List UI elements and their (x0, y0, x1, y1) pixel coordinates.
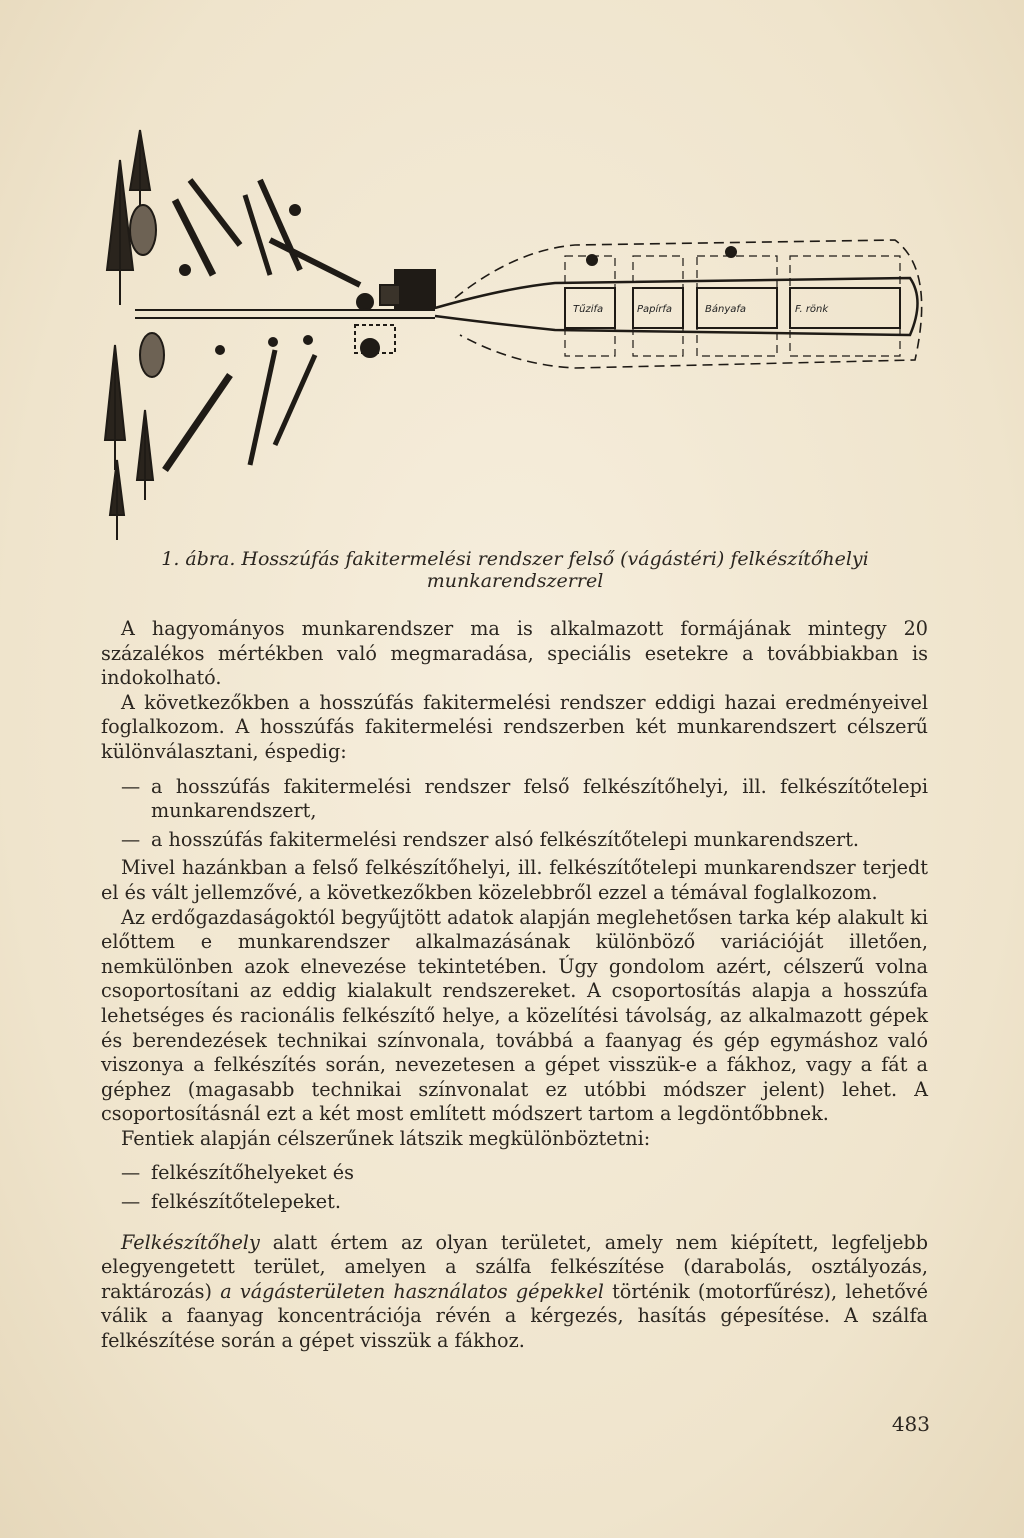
worker-icon (587, 255, 597, 265)
worker-icon (304, 336, 312, 344)
paragraph: Az erdőgazdaságoktól begyűjtött adatok alapján meglehetősen tarka kép alakult ki előttem e munkarendszer alkalmazásának különböző variációját illetően, nemkülönben azok elnevezése tekintetében. Úgy gondolom azért, célszerű volna csoportosítani az eddig kialakult rendszereket. A csoportosítás alapja a hosszúfa lehetséges és racionális felkészítő helye, a közelítési távolság, az alkalmazott gépek és berendezések technikai színvonala, továbbá a faanyag és gép egymáshoz való viszonya a felkészítés során, nevezetesen a gépet visszük-e a fákhoz, vagy a fát a géphez (magasabb technikai színvonalat ez utóbbi módszer jelent) lehet. A csoportosításnál ezt a két most említett módszert tartom a legdöntőbbnek. (101, 905, 928, 1126)
worker-icon (726, 247, 736, 257)
term-emphasis: Felkészítőhely (121, 1230, 260, 1254)
caption-number: 1. ábra. (161, 548, 236, 570)
paragraph: A következőkben a hosszúfás fakitermelési rendszer eddigi hazai eredményeivel foglalkozom. A hosszúfás fakitermelési rendszerben két munkarendszert célszerű különválasztani, éspedig: (101, 690, 928, 763)
figure-illustration (95, 120, 935, 550)
log-icon (165, 375, 230, 470)
figure-label: Papírfa (637, 304, 673, 315)
tractor-icon (380, 285, 400, 305)
list-item (101, 1161, 928, 1186)
list-item (101, 1190, 928, 1215)
loader-wheel-icon (361, 339, 379, 357)
log-icon (190, 180, 240, 245)
depot-outline (435, 278, 918, 335)
worker-icon (180, 265, 190, 275)
deciduous-tree-icon (130, 205, 156, 255)
paragraph: A hagyományos munkarendszer ma is alkalmazott formájának mintegy 20 százalékos mértékben való megmaradása, speciális esetekre a továbbiakban is indokolható. (101, 617, 928, 690)
list-item (101, 775, 928, 824)
paragraph: Mivel hazánkban a felső felkészítőhelyi, ill. felkészítőtelepi munkarendszer terjedt el és vált jellemzővé, a következőkben közelebbről ezzel a témával foglalkozom. (101, 856, 928, 904)
dash-bullet: — (121, 1190, 141, 1214)
dash-bullet: — (121, 1161, 141, 1185)
figure-caption (95, 548, 935, 592)
figure-label: Tűzifa (573, 304, 604, 315)
log-icon (245, 195, 270, 275)
body-text (101, 617, 928, 1354)
deciduous-tree-icon (140, 333, 164, 377)
figure-label: Bányafa (705, 304, 747, 315)
phrase-emphasis: a vágásterületen használatos gépekkel (220, 1279, 604, 1303)
caption-text: Hosszúfás fakitermelési rendszer felső (vágástéri) felkészítőhelyi munkarendszerrel (241, 548, 869, 592)
tree-icon (105, 345, 125, 470)
list-item-text: felkészítőtelepeket. (151, 1190, 341, 1214)
log-icon (175, 200, 213, 275)
worker-icon (269, 338, 277, 346)
paragraph-text: alatt értem az olyan területet, amely nem kiépített, legfeljebb elegyengetett terület, amelyen a szálfa felkészítése (darabolás, osztályozás, raktározás) (101, 1230, 928, 1303)
list-item-text: a hosszúfás fakitermelési rendszer felső felkészítőhelyi, ill. felkészítőtelepi munkarendszert, (151, 774, 928, 823)
log-icon (270, 240, 360, 285)
worker-icon (216, 346, 224, 354)
logging-system-drawing (95, 120, 935, 550)
paragraph-definition (101, 1231, 928, 1354)
list-item (101, 828, 928, 853)
list-item-text: felkészítőhelyeket és (151, 1161, 354, 1185)
log-icon (250, 350, 275, 465)
list-item-text: a hosszúfás fakitermelési rendszer alsó felkészítőtelepi munkarendszert. (151, 827, 860, 851)
log-icon (275, 355, 315, 445)
dash-bullet: — (121, 774, 141, 798)
depot-dashed-outline (455, 240, 922, 368)
paragraph: Fentiek alapján célszerűnek látszik megkülönböztetni: (121, 1126, 651, 1150)
dash-bullet: — (121, 827, 141, 851)
figure-label: F. rönk (795, 304, 829, 315)
worker-icon (290, 205, 300, 215)
tree-icon (137, 410, 153, 500)
page-number: 483 (891, 1412, 930, 1436)
tractor-wheel-icon (357, 294, 373, 310)
tree-icon (110, 460, 124, 540)
paragraph-text: történik (motorfűrész), lehetővé válik a faanyag koncentrációja révén a kérgezés, hasítás gépesítése. A szálfa felkészítése során a gépet visszük a fákhoz. (101, 1279, 928, 1353)
